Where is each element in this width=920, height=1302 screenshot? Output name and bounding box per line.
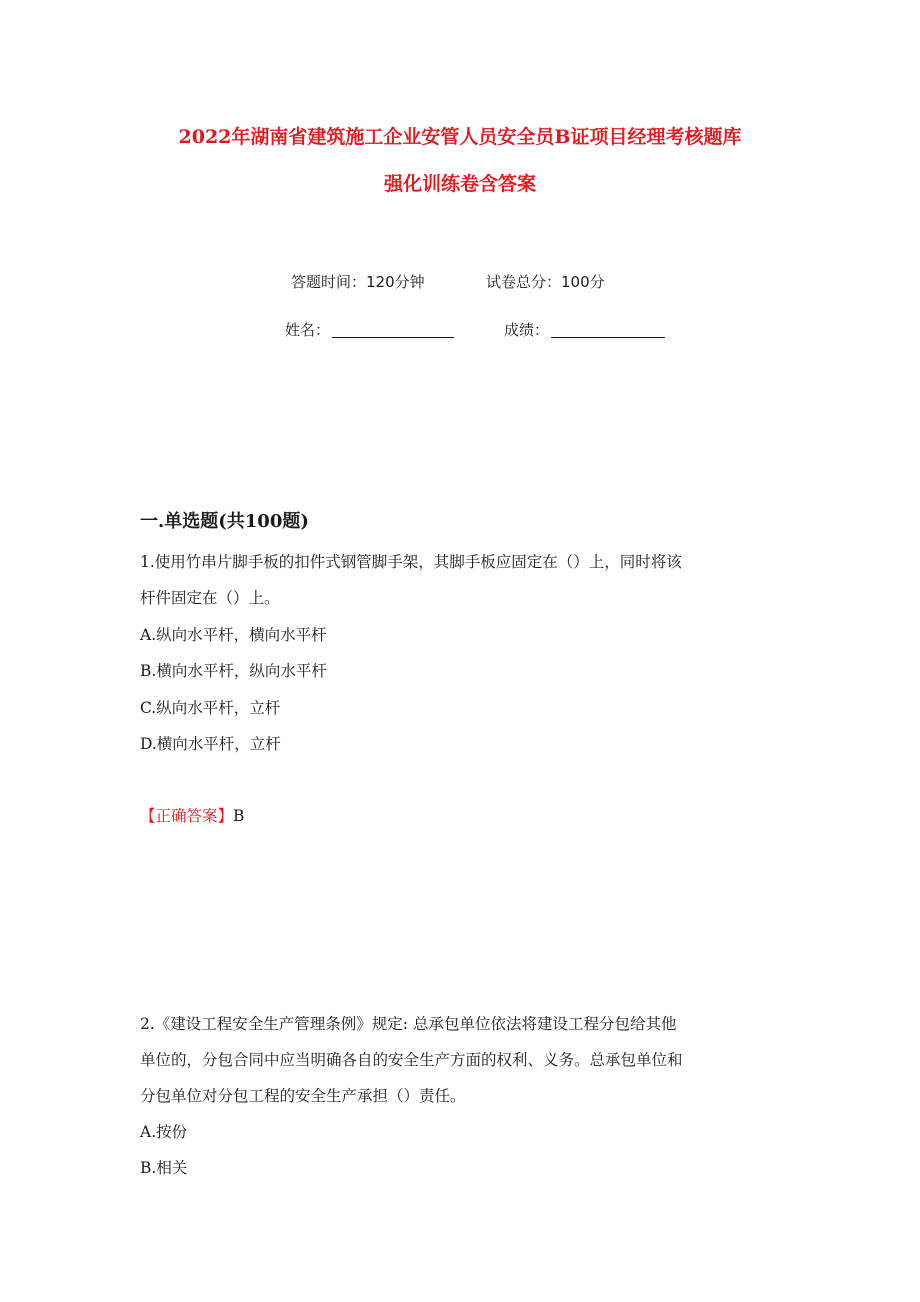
question-1-option-d: D.横向水平杆，立杆 <box>140 735 281 753</box>
name-blank <box>332 337 454 338</box>
exam-time: 答题时间：120分钟 <box>291 273 425 291</box>
exam-total-score: 试卷总分：100分 <box>486 273 605 291</box>
question-1-text-line-1: 1.使用竹串片脚手板的扣件式钢管脚手架，其脚手板应固定在（）上，同时将该 <box>140 553 682 571</box>
question-1-option-b: B.横向水平杆，纵向水平杆 <box>140 662 327 680</box>
name-label: 姓名： <box>285 321 331 339</box>
answer-value: B <box>233 807 245 825</box>
question-1-option-a: A.纵向水平杆，横向水平杆 <box>140 626 327 644</box>
section-heading: 一.单选题(共100题) <box>140 511 309 532</box>
question-1-text-line-2: 杆件固定在（）上。 <box>140 589 280 607</box>
document-title-line-1: 2022年湖南省建筑施工企业安管人员安全员B证项目经理考核题库 <box>178 126 742 148</box>
document-title-line-2: 强化训练卷含答案 <box>383 173 536 195</box>
question-2-text-line-3: 分包单位对分包工程的安全生产承担（）责任。 <box>140 1087 466 1105</box>
answer-label: 【正确答案】 <box>140 807 234 825</box>
question-2-text-line-2: 单位的，分包合同中应当明确各自的安全生产方面的权利、义务。总承包单位和 <box>140 1051 683 1069</box>
question-1-answer <box>140 805 244 827</box>
score-label: 成绩： <box>504 321 550 339</box>
question-2-option-a: A.按份 <box>140 1123 188 1141</box>
question-2-option-b: B.相关 <box>140 1159 188 1177</box>
question-2-text-line-1: 2.《建设工程安全生产管理条例》规定: 总承包单位依法将建设工程分包给其他 <box>140 1015 677 1033</box>
question-1-option-c: C.纵向水平杆，立杆 <box>140 699 281 717</box>
score-blank <box>551 337 665 338</box>
